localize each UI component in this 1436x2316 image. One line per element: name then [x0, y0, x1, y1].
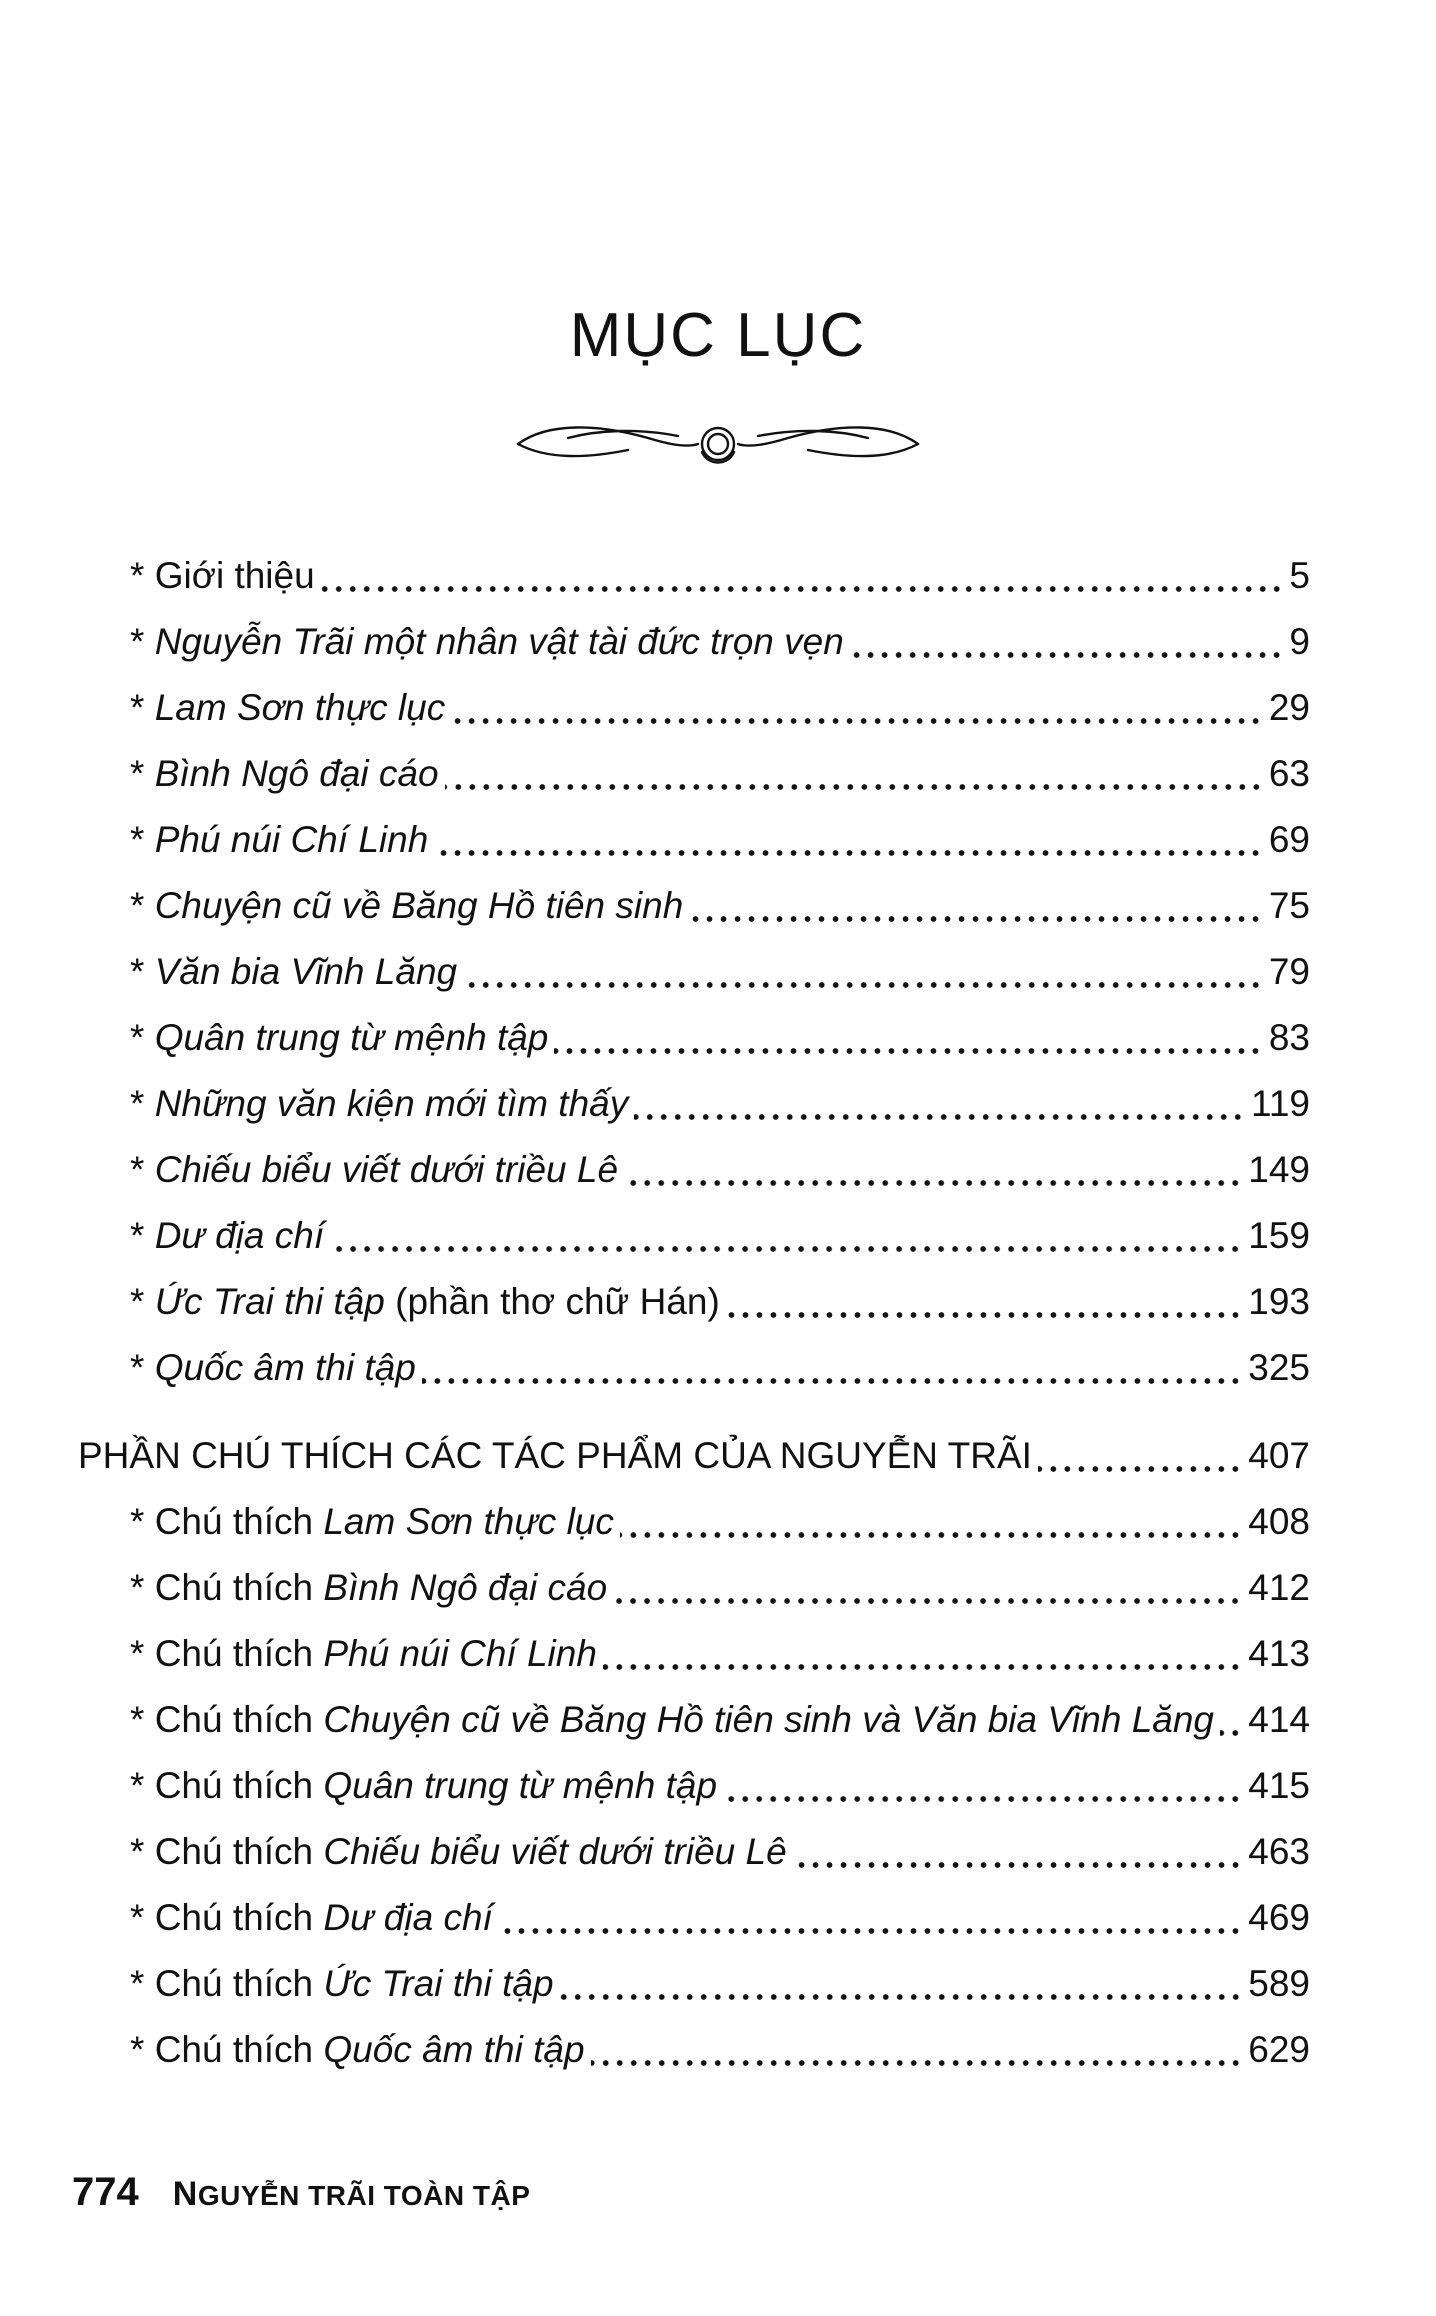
toc-entry-label: * Bình Ngô đại cáo	[130, 753, 439, 794]
dot-leader	[624, 1178, 1242, 1188]
toc-entry-label: * Lam Sơn thực lục	[130, 687, 446, 728]
toc-entry-label: * Chiếu biểu viết dưới triều Lê	[130, 1149, 619, 1190]
toc-entry[interactable]	[130, 746, 1310, 802]
toc-section-heading[interactable]	[78, 1428, 1310, 1484]
toc-entry[interactable]	[130, 1494, 1310, 1550]
dot-leader	[499, 1926, 1242, 1936]
toc-page-number: 193	[1248, 1281, 1310, 1322]
toc-page-number: 83	[1268, 1017, 1310, 1058]
toc-entry-label: * Chuyện cũ về Băng Hồ tiên sinh	[130, 885, 684, 926]
toc-entry[interactable]	[130, 1340, 1310, 1396]
page-title: MỤC LỤC	[569, 301, 867, 370]
toc-entry-label: * Giới thiệu	[130, 555, 315, 596]
toc-entry-label: * Chú thích Lam Sơn thực lục	[130, 1501, 614, 1542]
dot-leader	[560, 1992, 1243, 2002]
page-number: 774	[72, 2170, 139, 2214]
toc-entry-label: * Văn bia Vĩnh Lăng	[130, 951, 458, 992]
toc-page-number: 412	[1248, 1567, 1310, 1608]
dot-leader	[422, 1376, 1242, 1386]
dot-leader	[723, 1794, 1242, 1804]
dot-leader	[620, 1530, 1242, 1540]
toc-page-number: 5	[1289, 555, 1310, 596]
dot-leader	[591, 2058, 1243, 2068]
dot-leader	[434, 848, 1263, 858]
toc-entry-label: * Những văn kiện mới tìm thấy	[130, 1083, 629, 1124]
dot-leader	[321, 584, 1284, 594]
dot-leader	[850, 650, 1284, 660]
dot-leader	[554, 1046, 1262, 1056]
toc-entry-label: * Nguyễn Trãi một nhân vật tài đức trọn vẹn	[130, 621, 844, 662]
page-footer	[72, 2170, 530, 2230]
dot-leader	[613, 1596, 1242, 1606]
toc-entry[interactable]	[130, 1626, 1310, 1682]
toc-entry[interactable]	[130, 614, 1310, 670]
toc-entry[interactable]	[130, 680, 1310, 736]
toc-entry[interactable]	[130, 1010, 1310, 1066]
toc-entry[interactable]	[130, 1890, 1310, 1946]
toc-entry-label: * Chú thích Chiếu biểu viết dưới triều Lê	[130, 1831, 787, 1872]
dot-leader	[634, 1112, 1245, 1122]
toc-entry[interactable]	[130, 548, 1310, 604]
toc-entry[interactable]	[130, 1956, 1310, 2012]
dot-leader	[603, 1662, 1242, 1672]
dot-leader	[463, 980, 1263, 990]
dot-leader	[689, 914, 1263, 924]
toc-entry[interactable]	[130, 1758, 1310, 1814]
toc-page-number: 407	[1248, 1435, 1310, 1476]
toc-entry-label: * Quốc âm thi tập	[130, 1347, 416, 1388]
toc-page-number: 415	[1248, 1765, 1310, 1806]
dot-leader	[1220, 1728, 1242, 1738]
toc-page-number: 29	[1268, 687, 1310, 728]
dot-leader	[445, 782, 1263, 792]
dot-leader	[330, 1244, 1242, 1254]
toc-page-number: 63	[1268, 753, 1310, 794]
dot-leader	[726, 1310, 1242, 1320]
toc-page-number: 79	[1268, 951, 1310, 992]
toc-page-number: 414	[1248, 1699, 1310, 1740]
toc-entry-label: * Phú núi Chí Linh	[130, 819, 429, 860]
dot-leader	[451, 716, 1263, 726]
toc-page-number: 325	[1248, 1347, 1310, 1388]
toc-page-number: 413	[1248, 1633, 1310, 1674]
toc-entry[interactable]	[130, 944, 1310, 1000]
toc-entry-label: * Chú thích Ức Trai thi tập	[130, 1963, 554, 2004]
toc-entry-label: * Chú thích Quốc âm thi tập	[130, 2029, 585, 2070]
dot-leader	[793, 1860, 1243, 1870]
toc-entry-label: PHẦN CHÚ THÍCH CÁC TÁC PHẨM CỦA NGUYỄN TRÃI	[78, 1435, 1032, 1476]
toc-entry[interactable]	[130, 2022, 1310, 2078]
toc-entry-label: * Dư địa chí	[130, 1215, 325, 1256]
toc-entry[interactable]	[130, 1274, 1310, 1330]
toc-page-number: 159	[1248, 1215, 1310, 1256]
toc-page-number: 75	[1268, 885, 1310, 926]
toc-entry-label: * Chú thích Phú núi Chí Linh	[130, 1633, 597, 1674]
toc-entry[interactable]	[130, 1208, 1310, 1264]
toc-page-number: 629	[1248, 2029, 1310, 2070]
running-book-title: NGUYỄN TRÃI TOÀN TẬP	[172, 2175, 531, 2213]
toc-page-number: 463	[1248, 1831, 1310, 1872]
dot-leader	[1038, 1464, 1242, 1474]
toc-page-number: 469	[1248, 1897, 1310, 1938]
toc-entry[interactable]	[130, 812, 1310, 868]
toc-entry[interactable]	[130, 1142, 1310, 1198]
toc-entry-label: * Ức Trai thi tập (phần thơ chữ Hán)	[130, 1281, 720, 1322]
toc-page-number: 589	[1248, 1963, 1310, 2004]
toc-entry-label: * Chú thích Bình Ngô đại cáo	[130, 1567, 608, 1608]
toc-page-number: 408	[1248, 1501, 1310, 1542]
toc-page-number: 69	[1268, 819, 1310, 860]
toc-page-number: 9	[1289, 621, 1310, 662]
toc-entry[interactable]	[130, 1692, 1310, 1748]
toc-entry[interactable]	[130, 1560, 1310, 1616]
toc-page-number: 149	[1248, 1149, 1310, 1190]
toc-entry-label: * Chú thích Quân trung từ mệnh tập	[130, 1765, 718, 1806]
toc-entry-label: * Chú thích Dư địa chí	[130, 1897, 493, 1938]
toc-page-number: 119	[1251, 1083, 1310, 1124]
toc-entry[interactable]	[130, 878, 1310, 934]
toc-entry-label: * Chú thích Chuyện cũ về Băng Hồ tiên sinh và Văn bia Vĩnh Lăng	[130, 1699, 1214, 1740]
toc-entry-label: * Quân trung từ mệnh tập	[130, 1017, 549, 1058]
toc-entry[interactable]	[130, 1824, 1310, 1880]
toc-entry[interactable]	[130, 1076, 1310, 1132]
